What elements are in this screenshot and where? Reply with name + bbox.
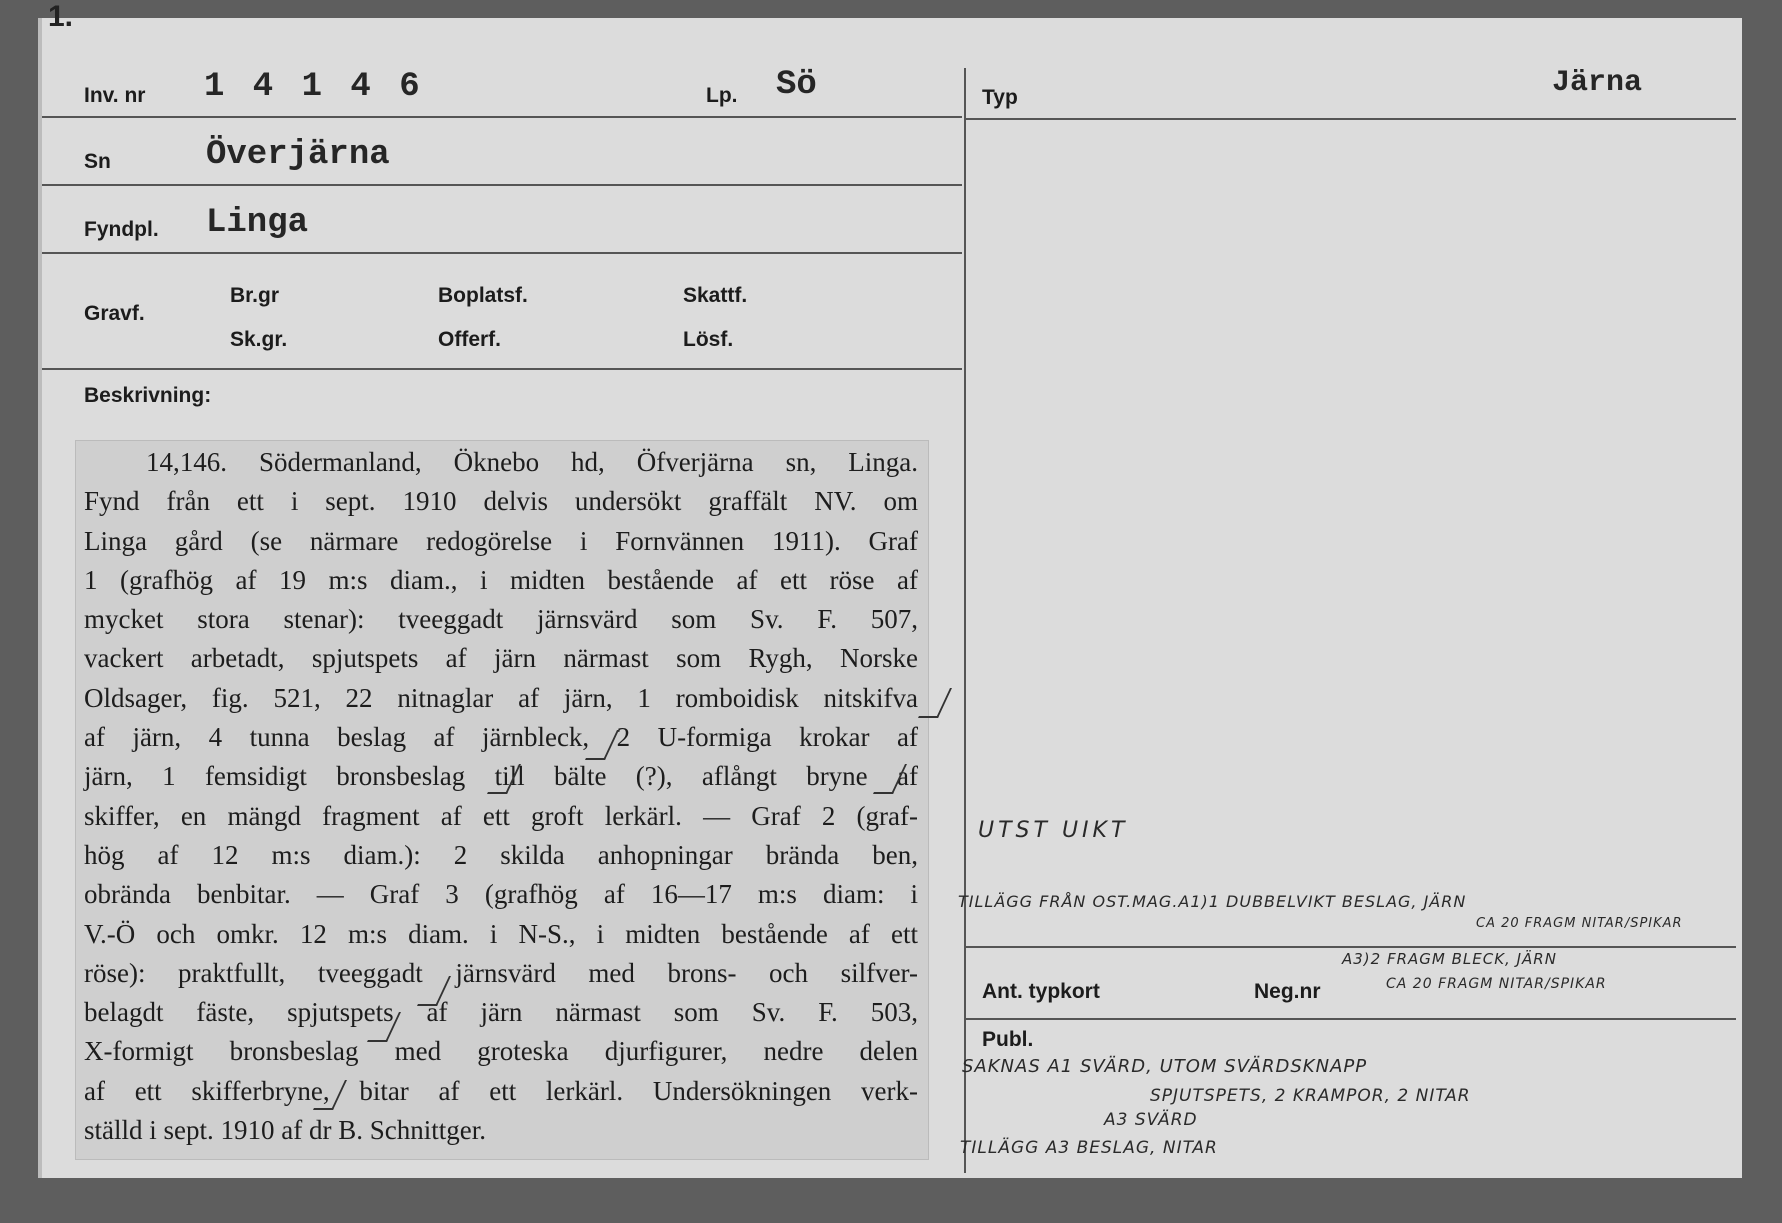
desc-line: vackert arbetadt, spjutspets af järn närmast som Rygh, Norske bbox=[84, 643, 918, 674]
desc-line: V.-Ö och omkr. 12 m:s diam. i N-S., i midten bestående af ett bbox=[84, 918, 918, 949]
sn-label: Sn bbox=[84, 150, 111, 173]
desc-line: 14,146. Södermanland, Öknebo hd, Öfverjärna sn, Linga. bbox=[146, 447, 918, 477]
handwritten-utst: UTST UIKT bbox=[978, 818, 1129, 843]
handwritten-a3b: CA 20 FRAGM NITAR/SPIKAR bbox=[1386, 976, 1607, 992]
desc-line: skiffer, en mängd fragment af ett groft lerkärl. — Graf 2 (graf- bbox=[84, 800, 918, 831]
lp-label: Lp. bbox=[706, 84, 738, 107]
handwritten-tillagg-1: TILLÄGG FRÅN OST.MAG.A1)1 DUBBELVIKT BESLAG, JÄRN bbox=[958, 892, 1467, 911]
rule-ant bbox=[966, 1018, 1736, 1020]
desc-line: af ett skifferbryne, bitar af ett lerkärl. Undersökningen verk- bbox=[84, 1075, 918, 1106]
rule-typ bbox=[966, 118, 1736, 120]
skgr-label: Sk.gr. bbox=[230, 328, 288, 351]
typ-value: Järna bbox=[1552, 66, 1643, 100]
inv-label: Inv. nr bbox=[84, 84, 146, 107]
desc-line: ställd i sept. 1910 af dr B. Schnittger. bbox=[84, 1115, 486, 1146]
column-divider bbox=[964, 68, 966, 1173]
desc-line: järn, 1 femsidigt bronsbeslag till bälte (?), aflångt bryne af bbox=[84, 761, 918, 792]
fyndpl-label: Fyndpl. bbox=[84, 218, 159, 241]
handwritten-tillagg-2: TILLÄGG A3 BESLAG, NITAR bbox=[960, 1138, 1218, 1158]
losf-label: Lösf. bbox=[683, 328, 734, 351]
handwritten-spjut: SPJUTSPETS, 2 KRAMPOR, 2 NITAR bbox=[1150, 1086, 1471, 1106]
rule-fyndpl bbox=[42, 252, 962, 254]
desc-line: hög af 12 m:s diam.): 2 skilda anhopningar brända ben, bbox=[84, 839, 918, 870]
fyndpl-value: Linga bbox=[206, 204, 309, 242]
rule-gravf bbox=[42, 368, 962, 370]
inv-value: 1 4 1 4 6 bbox=[204, 68, 424, 106]
beskrivning-label: Beskrivning: bbox=[84, 384, 212, 407]
desc-line: belagdt fäste, spjutspets af järn närmast som Sv. F. 503, bbox=[84, 997, 918, 1028]
lp-value: Sö bbox=[776, 66, 817, 104]
handwritten-a3: A3)2 FRAGM BLECK, JÄRN bbox=[1342, 950, 1557, 968]
desc-line: Oldsager, fig. 521, 22 nitnaglar af järn, 1 romboidisk nitskifva bbox=[84, 682, 918, 713]
boplatsf-label: Boplatsf. bbox=[438, 284, 528, 307]
brgr-label: Br.gr bbox=[230, 284, 280, 307]
desc-line: af järn, 4 tunna beslag af järnbleck, 2 U-formiga krokar af bbox=[84, 722, 918, 753]
handwritten-saknas: SAKNAS A1 SVÄRD, UTOM SVÄRDSKNAPP bbox=[962, 1056, 1368, 1077]
desc-line: Linga gård (se närmare redogörelse i Fornvännen 1911). Graf bbox=[84, 525, 918, 556]
gravf-label: Gravf. bbox=[84, 302, 145, 325]
skattf-label: Skattf. bbox=[683, 284, 748, 307]
handwritten-tillagg-1b: CA 20 FRAGM NITAR/SPIKAR bbox=[1476, 916, 1683, 931]
neg-nr-label: Neg.nr bbox=[1254, 980, 1321, 1003]
desc-line: mycket stora stenar): tveeggadt järnsvärd som Sv. F. 507, bbox=[84, 604, 918, 635]
handwritten-a3-svard: A3 SVÄRD bbox=[1104, 1110, 1198, 1130]
publ-label: Publ. bbox=[982, 1028, 1034, 1051]
rule-sn bbox=[42, 184, 962, 186]
desc-line: X-formigt bronsbeslag med groteska djurfigurer, nedre delen bbox=[84, 1036, 918, 1067]
sn-value: Överjärna bbox=[206, 136, 390, 174]
ant-typkort-label: Ant. typkort bbox=[982, 980, 1100, 1003]
typ-label: Typ bbox=[982, 86, 1018, 109]
desc-line: obrända benbitar. — Graf 3 (grafhög af 16—17 m:s diam: i bbox=[84, 879, 918, 910]
desc-line: röse): praktfullt, tveeggadt järnsvärd med brons- och silfver- bbox=[84, 957, 918, 988]
corner-mark: 1. bbox=[48, 0, 74, 33]
description-clipping bbox=[75, 440, 929, 1160]
desc-line: Fynd från ett i sept. 1910 delvis undersökt graffält NV. om bbox=[84, 486, 918, 517]
rule-middle bbox=[966, 946, 1736, 948]
rule-inv bbox=[42, 116, 962, 118]
offerf-label: Offerf. bbox=[438, 328, 501, 351]
desc-line: 1 (grafhög af 19 m:s diam., i midten bestående af ett röse af bbox=[84, 564, 918, 595]
